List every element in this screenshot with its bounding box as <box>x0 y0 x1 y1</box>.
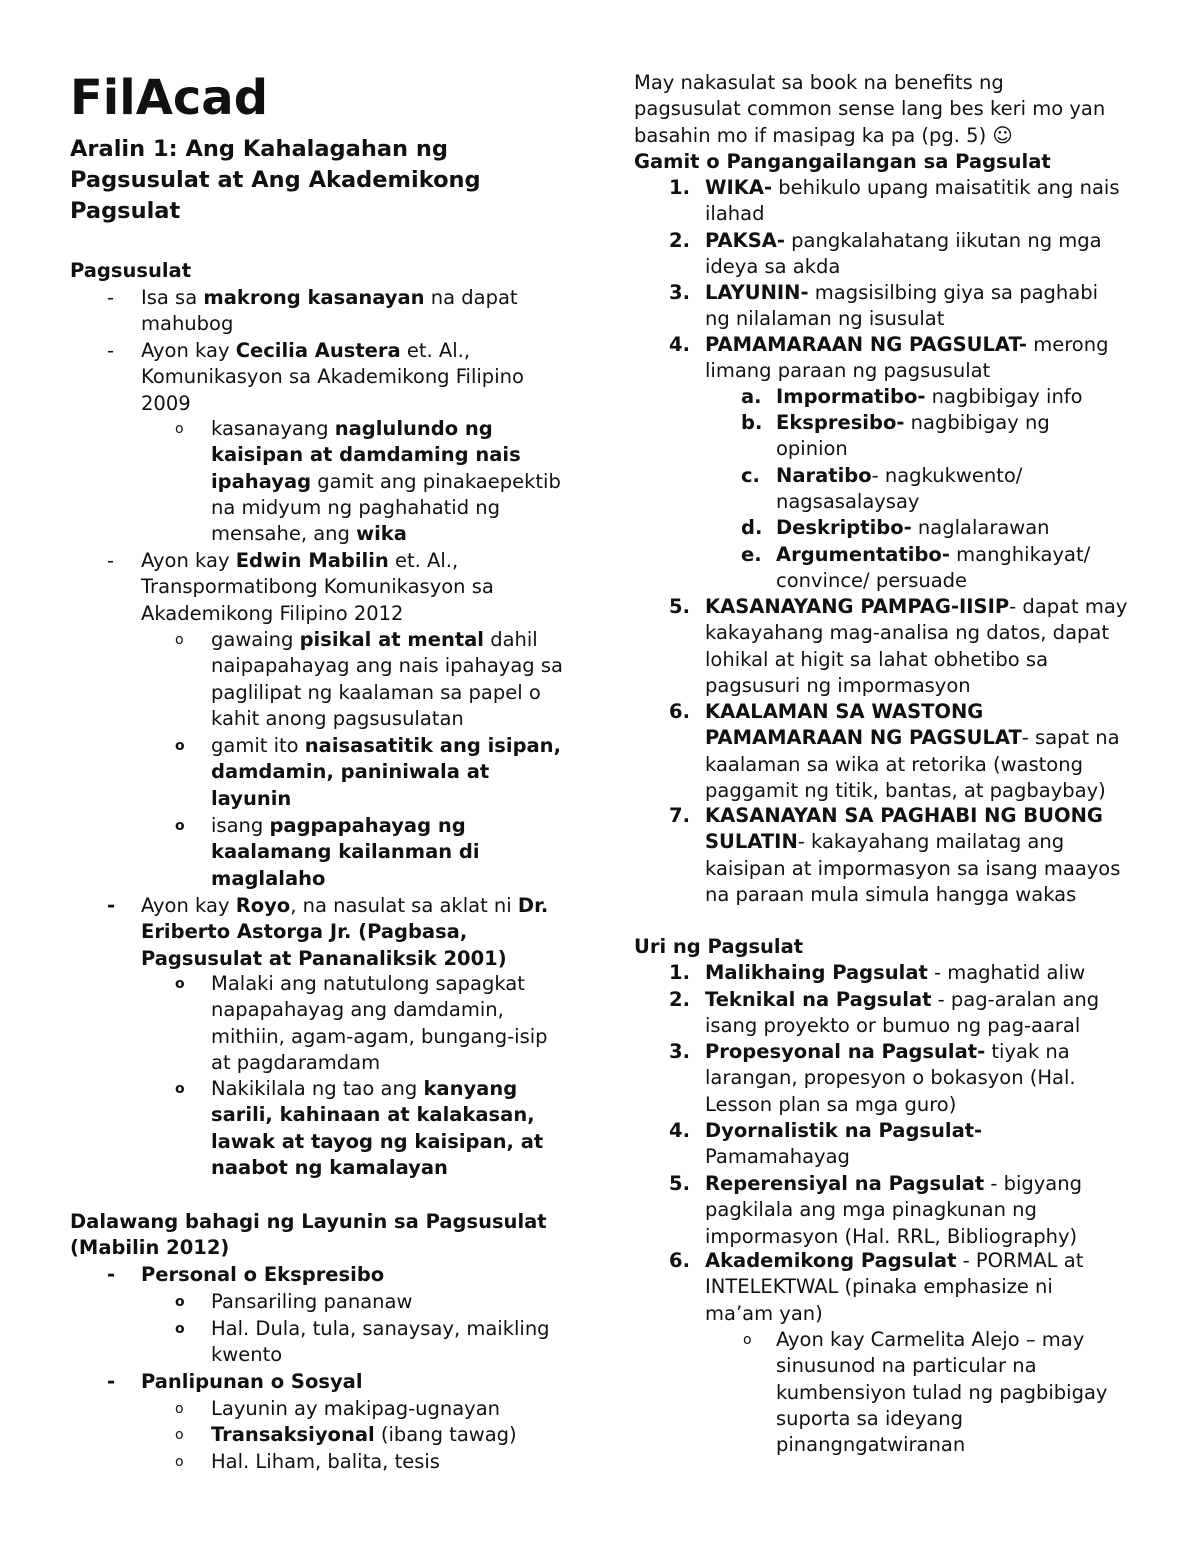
list-item: o Nakikilala ng tao ang kanyang sarili, kahinaan at kalakasan, lawak at tayog ng kaisipan, at naabot ng kamalayan <box>175 1077 544 1179</box>
dash-marker: - <box>107 894 116 917</box>
list-item: o Hal. Liham, balita, tesis <box>211 1449 576 1475</box>
list-item: o gawaing pisikal at mental dahil naipapahayag ang nais ipahayag sa paglilipat ng kaalaman sa papel o kahit anong pagsusulatan <box>175 628 563 730</box>
dash-marker: - <box>107 1263 116 1286</box>
document-title: FilAcad <box>70 70 269 126</box>
list-item: e. Argumentatibo- manghikayat/ convince/ persuade <box>741 543 1091 593</box>
list-item: - Personal o Ekspresibo <box>141 1262 561 1288</box>
list-item: 2. Teknikal na Pagsulat - pag-aralan ang isang proyekto or bumuo ng pag-aaral <box>669 988 1100 1038</box>
section-heading-uri: Uri ng Pagsulat <box>634 935 804 958</box>
list-item: o Layunin ay makipag-ugnayan <box>211 1396 576 1422</box>
list-item: 5. KASANAYANG PAMPAG-IISIP- dapat may kakayahang mag-analisa ng datos, dapat lohikal at higit sa lahat obhetibo sa pagsusuri ng impormasyon <box>669 595 1128 697</box>
list-item: - Panlipunan o Sosyal <box>141 1369 561 1395</box>
list-item: 7. KASANAYAN SA PAGHABI NG BUONG SULATIN- kakayahang mailatag ang kaisipan at impormasyon sa isang maayos na paraan mula simula hangga wakas <box>669 804 1121 906</box>
list-item: - Ayon kay Cecilia Austera et. Al., Komunikasyon sa Akademikong Filipino 2009 <box>107 339 524 415</box>
circle-bullet-icon: o <box>175 1427 184 1443</box>
list-item: b. Ekspresibo- nagbibigay ng opinion <box>741 411 1050 461</box>
dash-marker: - <box>107 339 115 362</box>
intro-paragraph: May nakasulat sa book na benefits ng pagsusulat common sense lang bes keri mo yan basahin mo if masipag ka pa (pg. 5) ☺ <box>634 71 1106 147</box>
circle-bullet-icon: o <box>175 421 184 437</box>
list-item: a. Impormatibo- nagbibigay info <box>741 385 1083 408</box>
section-heading-pagsusulat: Pagsusulat <box>70 259 192 282</box>
list-item: o Hal. Dula, tula, sanaysay, maikling kwento <box>175 1317 550 1367</box>
section-heading-layunin: Dalawang bahagi ng Layunin sa Pagsusulat (Mabilin 2012) <box>70 1210 547 1260</box>
list-item: o Ayon kay Carmelita Alejo – may sinusunod na particular na kumbensiyon tulad ng pagbibigay suporta sa ideyang pinangngatwiranan <box>743 1328 1108 1457</box>
circle-bullet-icon: o <box>175 976 185 992</box>
list-item: o Pansariling pananaw <box>211 1289 576 1315</box>
circle-bullet-icon: o <box>175 1294 185 1310</box>
list-item: - Isa sa makrong kasanayan na dapat mahubog <box>107 286 518 336</box>
list-item: - Ayon kay Edwin Mabilin et. Al., Transpormatibong Komunikasyon sa Akademikong Filipino 2012 <box>107 549 494 625</box>
list-item: c. Naratibo- nagkukwento/ nagsasalaysay <box>741 464 1023 514</box>
list-item: o isang pagpapahayag ng kaalamang kailanman di maglalaho <box>175 814 480 890</box>
list-item: 4. PAMAMARAAN NG PAGSULAT- merong limang paraan ng pagsusulat <box>669 333 1109 383</box>
dash-marker: - <box>107 1370 116 1393</box>
list-item: o gamit ito naisasatitik ang isipan, damdamin, paniniwala at layunin <box>175 734 561 810</box>
circle-bullet-icon: o <box>175 1081 185 1097</box>
section-heading-gamit: Gamit o Pangangailangan sa Pagsulat <box>634 150 1051 173</box>
circle-bullet-icon: o <box>175 818 185 834</box>
list-item: - Ayon kay Royo, na nasulat sa aklat ni Dr. Eriberto Astorga Jr. (Pagbasa, Pagsusulat at Pananaliksik 2001) <box>107 894 549 970</box>
list-item: 1. Malikhaing Pagsulat - maghatid aliw <box>669 961 1086 984</box>
list-item: 4. Dyornalistik na Pagsulat- Pamamahayag <box>669 1119 983 1169</box>
list-item: o Transaksiyonal (ibang tawag) <box>211 1422 576 1448</box>
list-item: 1. WIKA- behikulo upang maisatitik ang nais ilahad <box>669 176 1120 226</box>
circle-bullet-icon: o <box>175 1321 185 1337</box>
circle-bullet-icon: o <box>743 1332 752 1348</box>
list-item: 5. Reperensiyal na Pagsulat - bigyang pagkilala ang mga pinagkunan ng impormasyon (Hal. RRL, Bibliography) <box>669 1172 1082 1248</box>
list-item: 3. LAYUNIN- magsisilbing giya sa paghabi ng nilalaman ng isusulat <box>669 281 1099 331</box>
list-item: o Malaki ang natutulong sapagkat napapahayag ang damdamin, mithiin, agam-agam, bungang-isip at pagdaramdam <box>175 972 548 1074</box>
list-item: 3. Propesyonal na Pagsulat- tiyak na larangan, propesyon o bokasyon (Hal. Lesson plan sa mga guro) <box>669 1040 1076 1116</box>
circle-bullet-icon: o <box>175 1401 184 1417</box>
circle-bullet-icon: o <box>175 738 185 754</box>
list-item: o kasanayang naglulundo ng kaisipan at damdaming nais ipahayag gamit ang pinakaepektib na midyum ng paghahatid ng mensahe, ang wika <box>175 417 561 546</box>
dash-marker: - <box>107 549 115 572</box>
list-item: 6. Akademikong Pagsulat - PORMAL at INTELEKTWAL (pinaka emphasize ni ma’am yan) <box>669 1249 1084 1325</box>
circle-bullet-icon: o <box>175 1454 184 1470</box>
list-item: 2. PAKSA- pangkalahatang iikutan ng mga ideya sa akda <box>669 229 1102 279</box>
dash-marker: - <box>107 286 115 309</box>
lesson-title: Aralin 1: Ang Kahalagahan ng Pagsusulat at Ang Akademikong Pagsulat <box>70 136 481 224</box>
list-item: 6. KAALAMAN SA WASTONG PAMAMARAAN NG PAGSULAT- sapat na kaalaman sa wika at retorika (wastong paggamit ng titik, bantas, at pagbaybay) <box>669 700 1120 802</box>
circle-bullet-icon: o <box>175 632 184 648</box>
list-item: d. Deskriptibo- naglalarawan <box>741 516 1050 539</box>
